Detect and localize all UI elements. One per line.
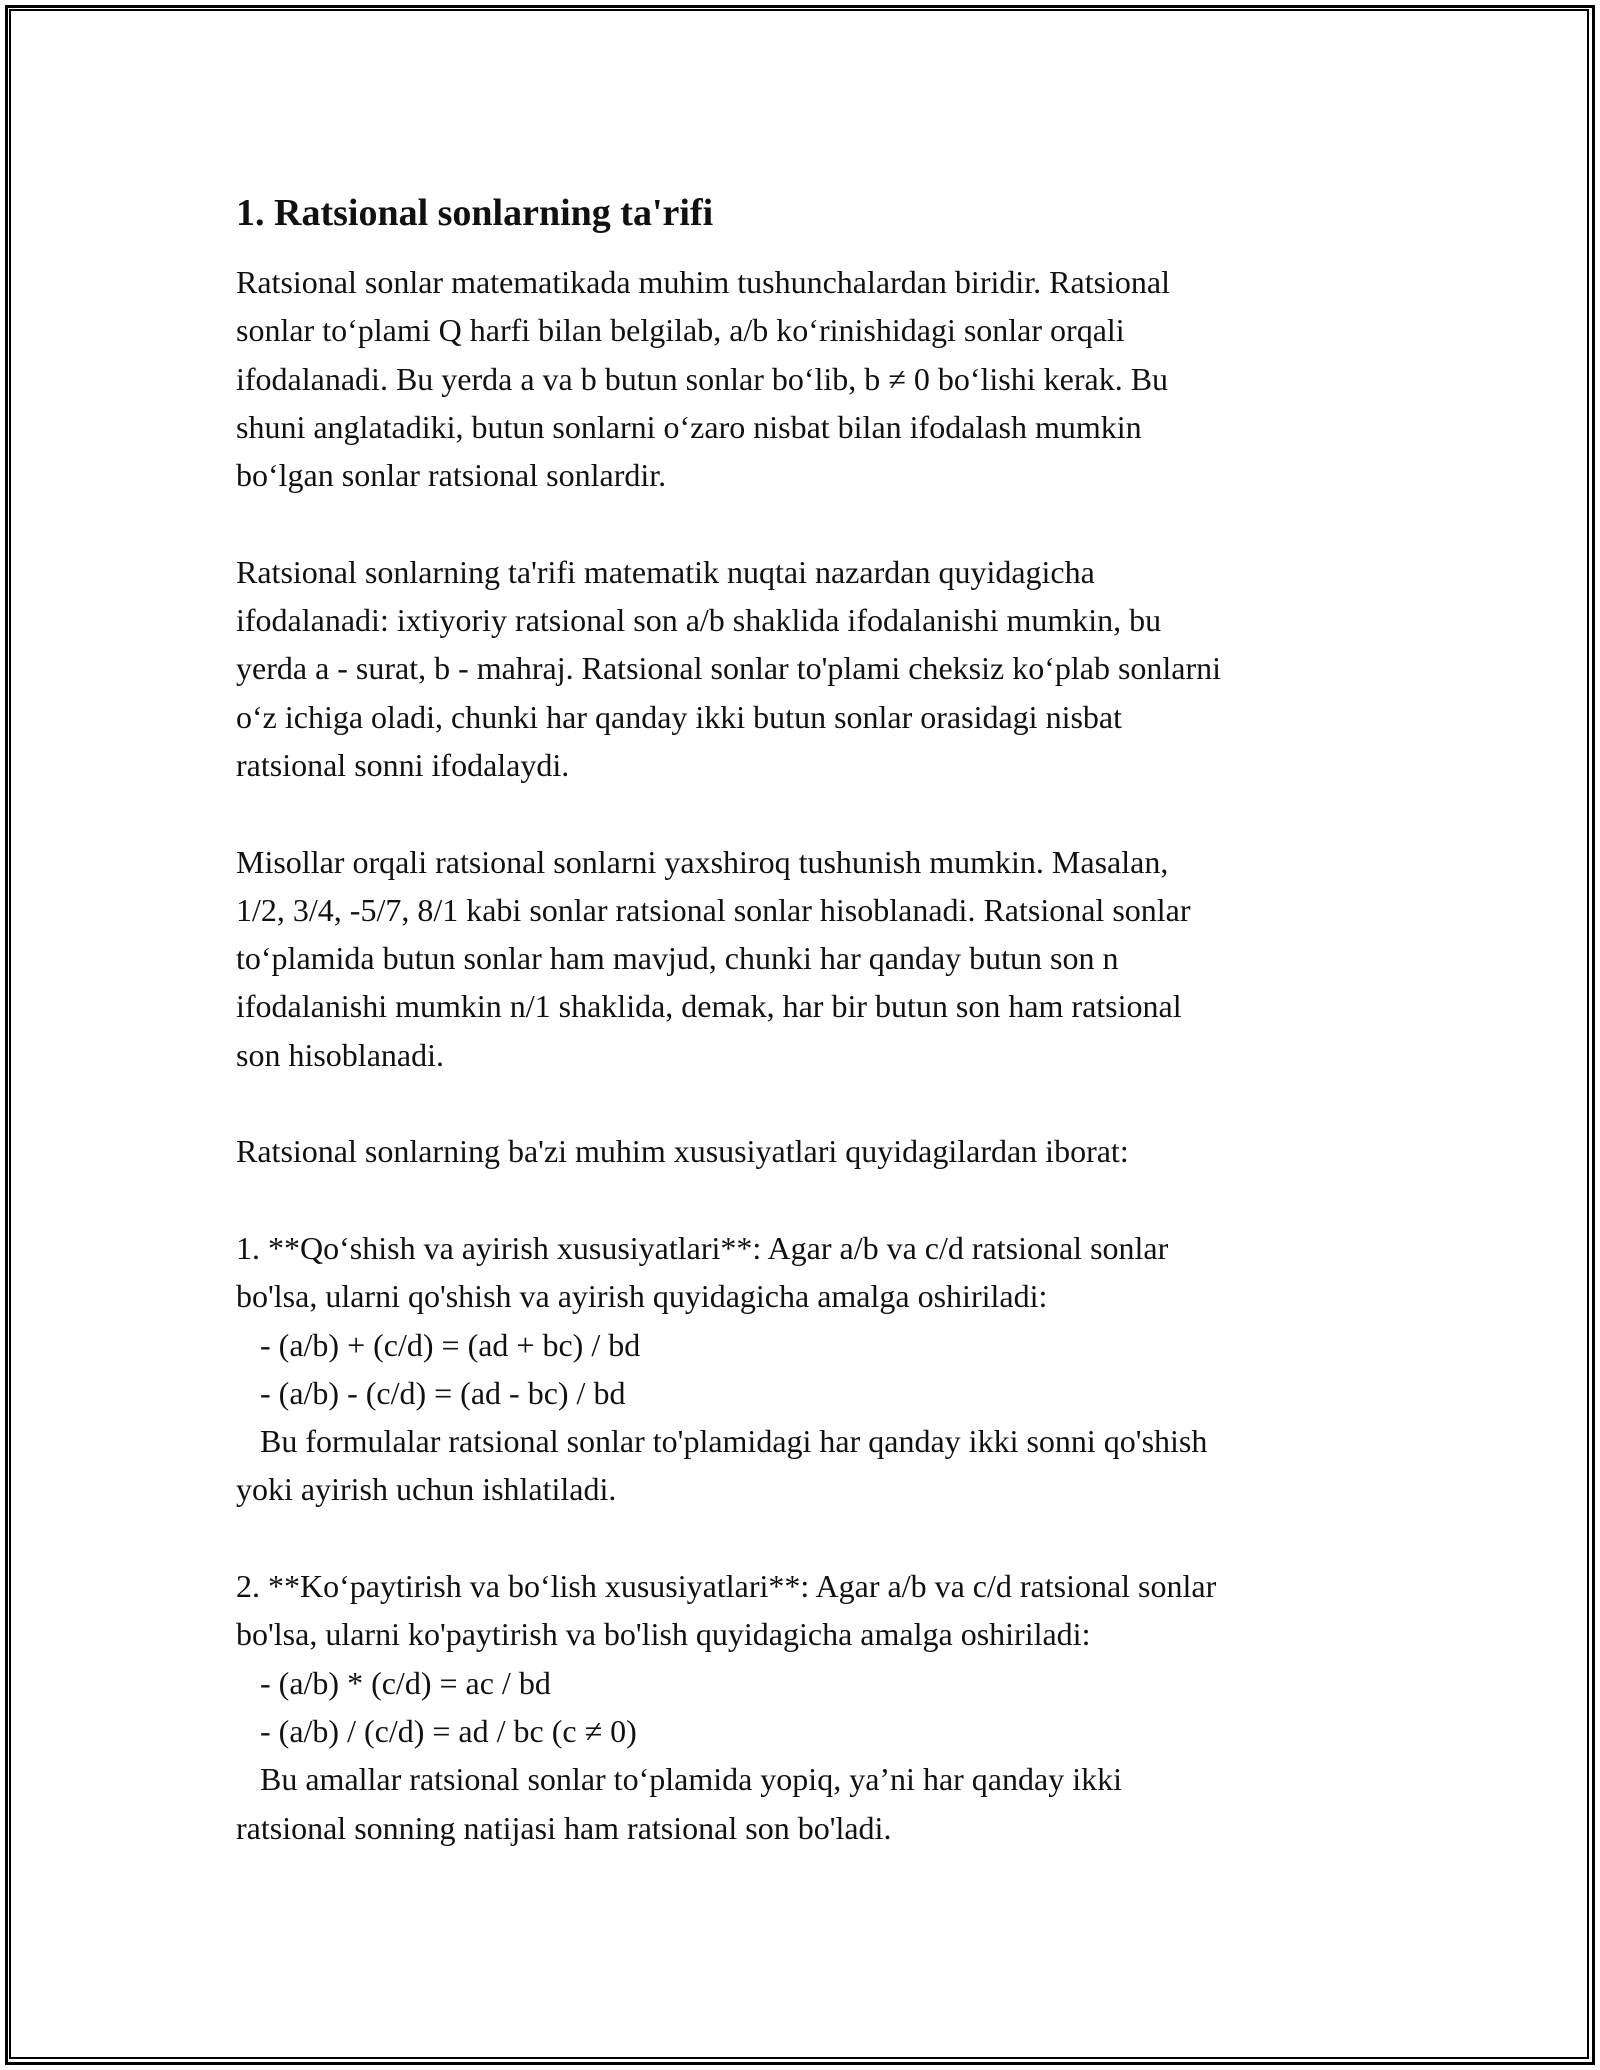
text-line: Ratsional sonlarning ta'rifi matematik nuqtai nazardan quyidagicha	[236, 553, 1095, 590]
formula-line: - (a/b) + (c/d) = (ad + bc) / bd	[236, 1326, 641, 1363]
text-line: Ratsional sonlar matematikada muhim tushunchalardan biridir. Ratsional	[236, 264, 1171, 300]
text-line: bo'lsa, ularni ko'paytirish va bo'lish quyidagicha amalga oshiriladi:	[236, 1616, 1091, 1653]
text-line: bo‘lgan sonlar ratsional sonlardir.	[236, 457, 667, 494]
text-line: 1/2, 3/4, -5/7, 8/1 kabi sonlar ratsional sonlar hisoblanadi. Ratsional sonlar	[236, 891, 1191, 928]
text-line: ifodalanadi. Bu yerda a va b butun sonlar bo‘lib, b ≠ 0 bo‘lishi kerak. Bu	[236, 360, 1169, 397]
section-heading: 1. Ratsional sonlarning ta'rifi	[236, 192, 714, 234]
text-line: ratsional sonning natijasi ham ratsional son bo'ladi.	[236, 1809, 892, 1846]
text-line: Bu amallar ratsional sonlar to‘plamida yopiq, ya’ni har qanday ikki	[236, 1761, 1122, 1798]
text-line: shuni anglatadiki, butun sonlarni o‘zaro nisbat bilan ifodalash mumkin	[236, 408, 1142, 445]
text-line: Bu formulalar ratsional sonlar to'plamidagi har qanday ikki sonni qo'shish	[236, 1423, 1208, 1460]
paragraph-definition-intro	[236, 258, 1386, 499]
paragraph-properties-intro	[236, 1127, 1386, 1175]
text-line: ifodalanadi: ixtiyoriy ratsional son a/b shaklida ifodalanishi mumkin, bu	[236, 602, 1162, 639]
text-line: o‘z ichiga oladi, chunki har qanday ikki butun sonlar orasidagi nisbat	[236, 698, 1122, 735]
text-line: sonlar to‘plami Q harfi bilan belgilab, a/b ko‘rinishidagi sonlar orqali	[236, 312, 1125, 349]
document-body	[236, 188, 1386, 1900]
text-line: ifodalanishi mumkin n/1 shaklida, demak, har bir butun son ham ratsional	[236, 988, 1182, 1025]
text-line: Ratsional sonlarning ba'zi muhim xususiyatlari quyidagilardan iborat:	[236, 1133, 1129, 1170]
paragraph-examples	[236, 838, 1386, 1079]
paragraph-definition-formal	[236, 548, 1386, 789]
text-line: yerda a - surat, b - mahraj. Ratsional sonlar to'plami cheksiz ko‘plab sonlarni	[236, 650, 1222, 687]
text-line: Misollar orqali ratsional sonlarni yaxshiroq tushunish mumkin. Masalan,	[236, 843, 1169, 880]
text-line: 2. **Ko‘paytirish va bo‘lish xususiyatlari**: Agar a/b va c/d ratsional sonlar	[236, 1568, 1217, 1605]
text-line: yoki ayirish uchun ishlatiladi.	[236, 1471, 617, 1508]
text-line: bo'lsa, ularni qo'shish va ayirish quyidagicha amalga oshiriladi:	[236, 1278, 1048, 1315]
text-line: ratsional sonni ifodalaydi.	[236, 746, 570, 783]
text-line: 1. **Qo‘shish va ayirish xususiyatlari**: Agar a/b va c/d ratsional sonlar	[236, 1229, 1169, 1266]
formula-line: - (a/b) / (c/d) = ad / bc (c ≠ 0)	[236, 1712, 637, 1749]
text-line: to‘plamida butun sonlar ham mavjud, chunki har qanday butun son n	[236, 940, 1119, 977]
formula-line: - (a/b) * (c/d) = ac / bd	[236, 1664, 551, 1701]
paragraph-multiplication-division	[236, 1562, 1386, 1852]
text-line: son hisoblanadi.	[236, 1036, 444, 1073]
formula-line: - (a/b) - (c/d) = (ad - bc) / bd	[236, 1374, 626, 1411]
paragraph-addition-subtraction	[236, 1224, 1386, 1514]
